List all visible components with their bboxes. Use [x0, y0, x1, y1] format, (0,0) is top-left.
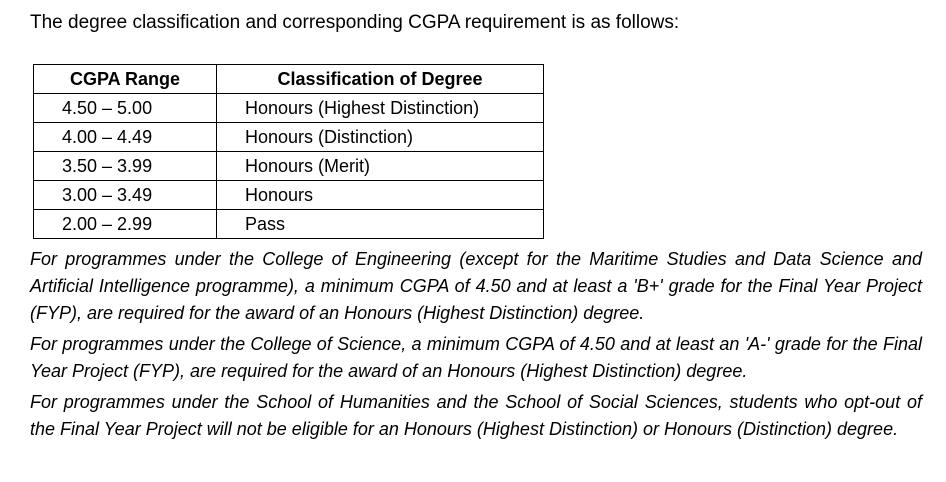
table-row [34, 152, 544, 181]
classification-cell: Pass [217, 210, 544, 239]
cgpa-range-cell: 4.50 – 5.00 [34, 94, 217, 123]
note-engineering: For programmes under the College of Engineering (except for the Maritime Studies and Data Science and Artificial Intelligence programme), a minimum CGPA of 4.50 and at least a 'B+' grade for the Final Year Project (FYP), are required for the award of an Honours (Highest Distinction) degree. [30, 249, 922, 323]
note-science: For programmes under the College of Science, a minimum CGPA of 4.50 and at least an 'A-' grade for the Final Year Project (FYP), are required for the award of an Honours (Highest Distinction) degree. [30, 334, 922, 381]
classification-cell: Honours [217, 181, 544, 210]
notes-section [30, 246, 922, 447]
cgpa-range-cell: 3.50 – 3.99 [34, 152, 217, 181]
classification-cell: Honours (Merit) [217, 152, 544, 181]
classification-cell: Honours (Distinction) [217, 123, 544, 152]
cgpa-range-cell: 4.00 – 4.49 [34, 123, 217, 152]
header-classification: Classification of Degree [217, 65, 544, 94]
header-cgpa-range: CGPA Range [34, 65, 217, 94]
table-row [34, 94, 544, 123]
cgpa-range-cell: 2.00 – 2.99 [34, 210, 217, 239]
note-humanities-social-sciences: For programmes under the School of Humanities and the School of Social Sciences, students who opt-out of the Final Year Project will not be eligible for an Honours (Highest Distinction) or Honours (Distinction) degree. [30, 392, 922, 439]
intro-text: The degree classification and corresponding CGPA requirement is as follows: [30, 12, 680, 33]
table-header-row [34, 65, 544, 94]
classification-cell: Honours (Highest Distinction) [217, 94, 544, 123]
degree-classification-table [33, 64, 544, 239]
table-row [34, 181, 544, 210]
table-row [34, 123, 544, 152]
cgpa-range-cell: 3.00 – 3.49 [34, 181, 217, 210]
table-row [34, 210, 544, 239]
